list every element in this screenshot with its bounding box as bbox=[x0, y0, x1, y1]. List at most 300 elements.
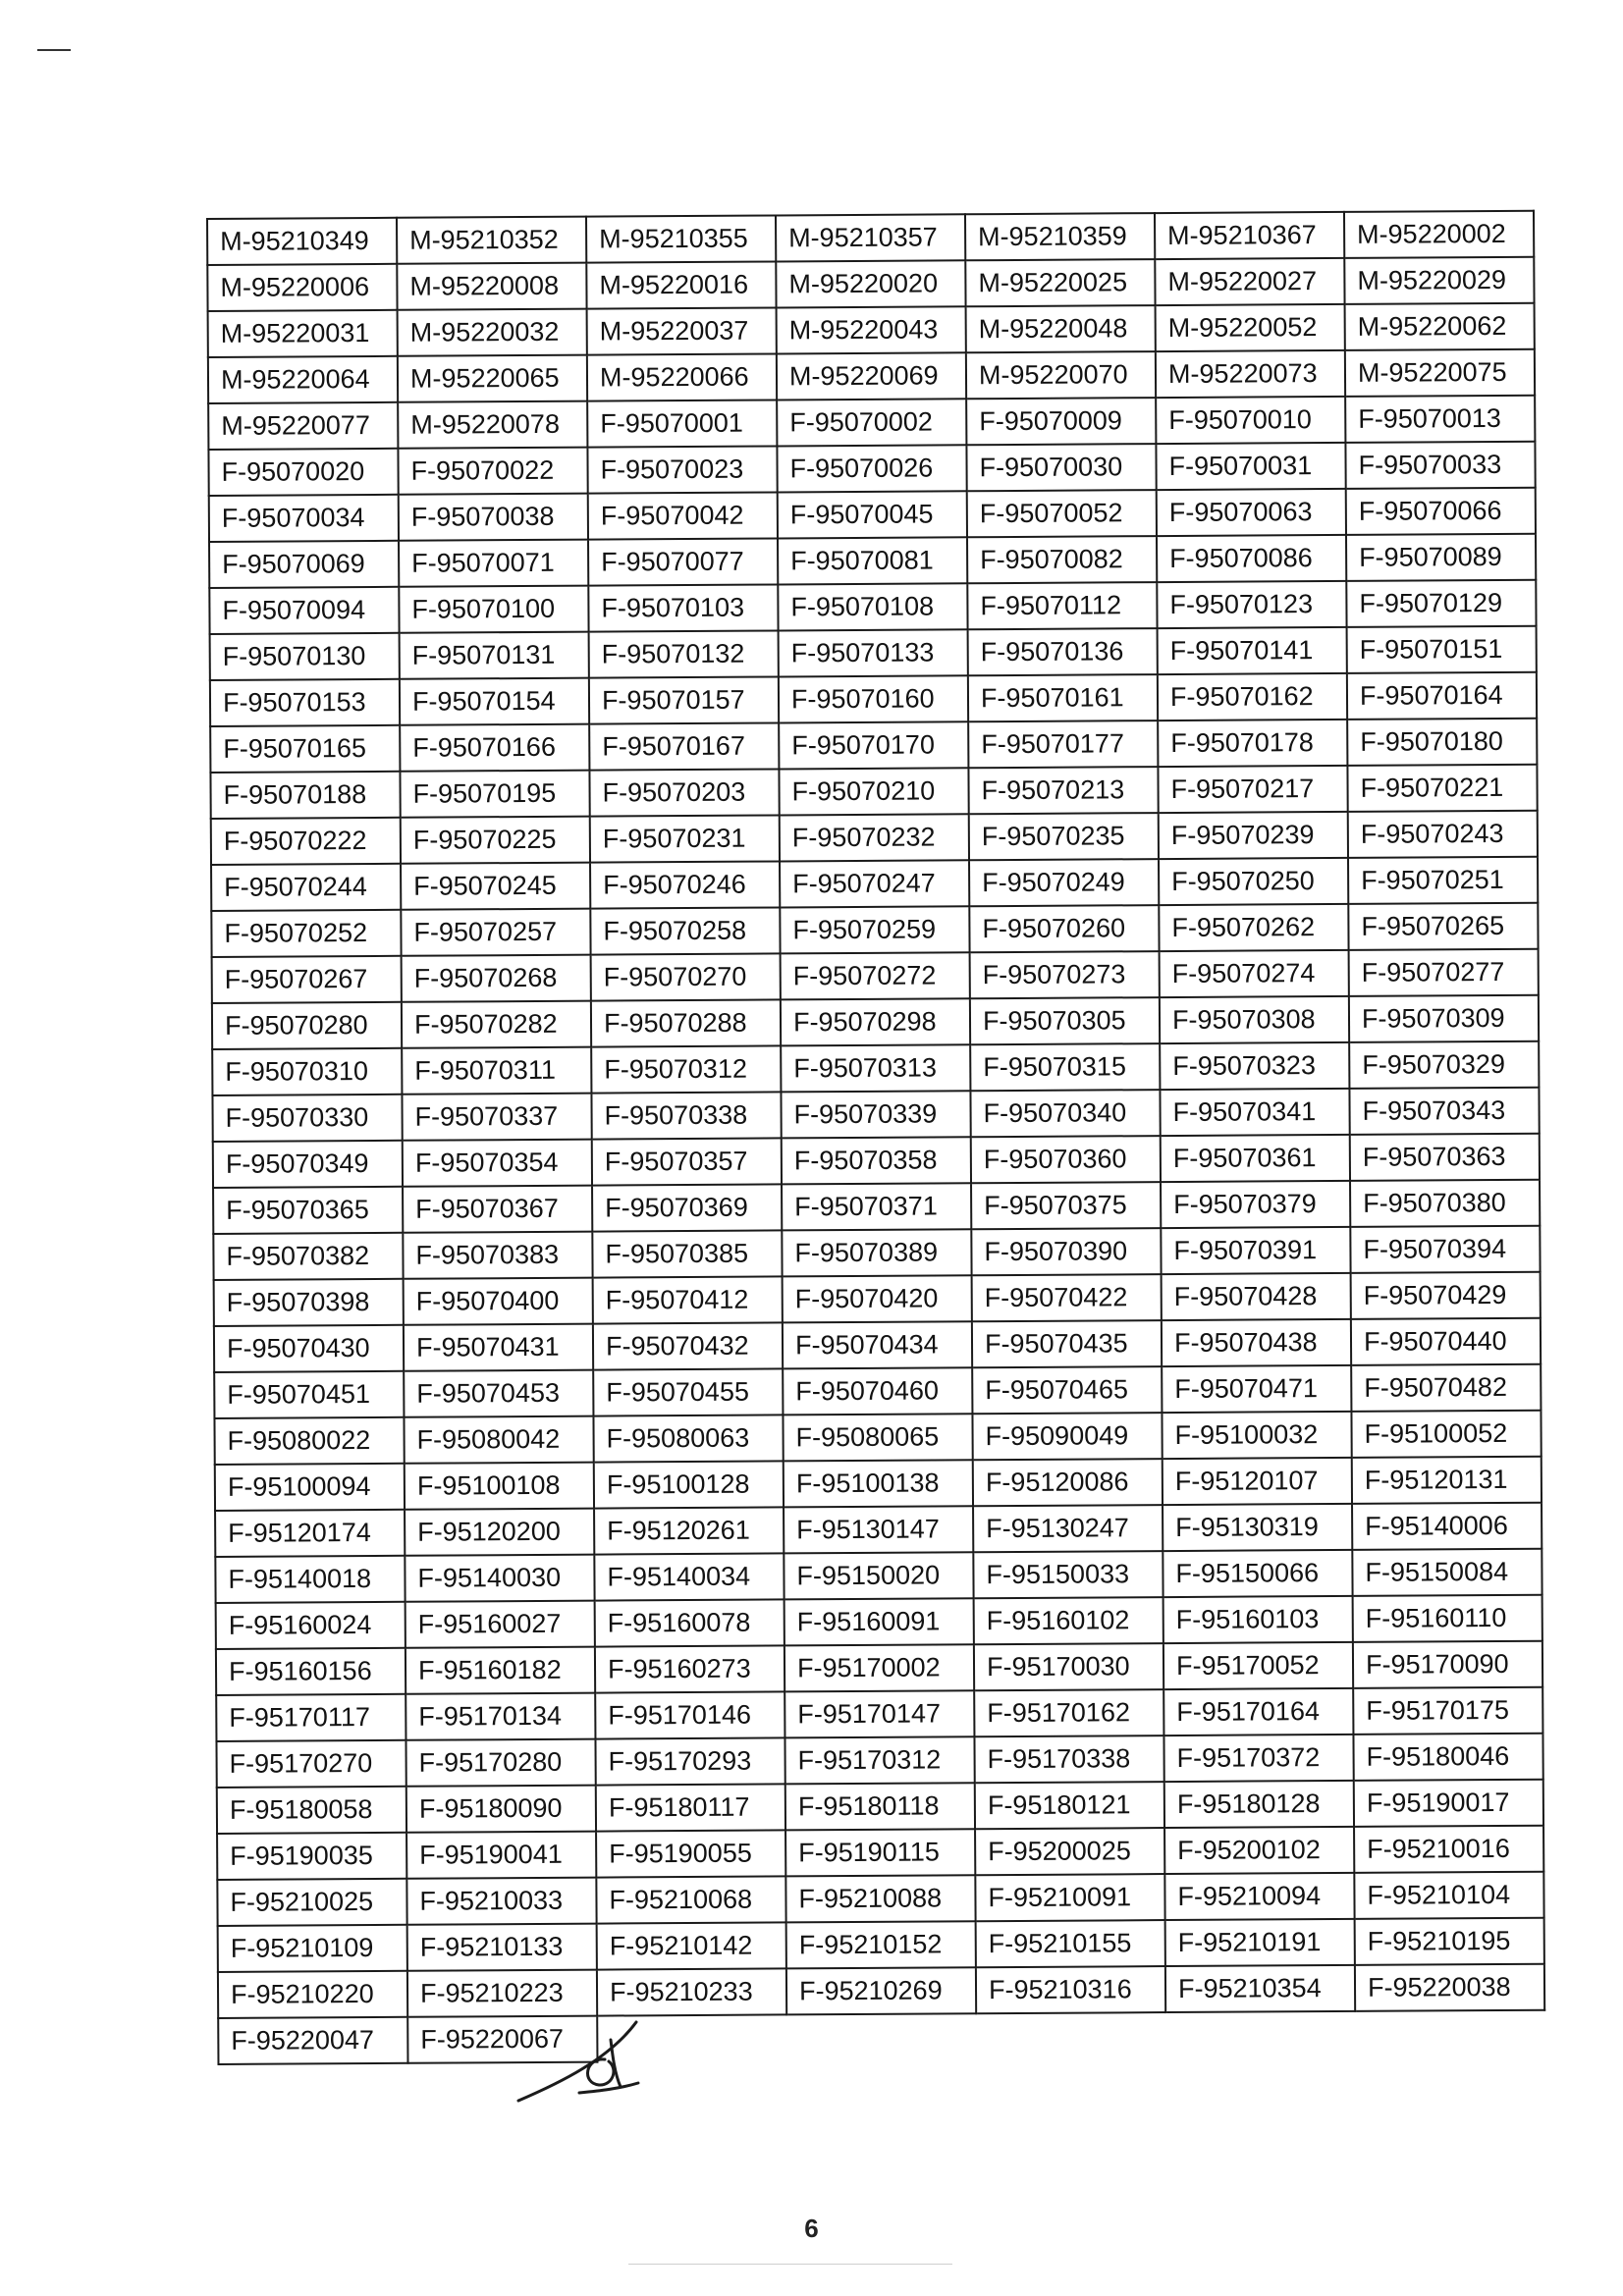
roll-number-cell: F-95070020 bbox=[208, 449, 398, 496]
roll-number-cell: F-95070082 bbox=[967, 536, 1157, 583]
roll-number-cell: F-95160110 bbox=[1353, 1595, 1542, 1642]
roll-number-cell: M-95220062 bbox=[1345, 303, 1535, 350]
roll-number-cell: F-95070164 bbox=[1347, 672, 1537, 720]
roll-number-cell: F-95180121 bbox=[975, 1782, 1164, 1829]
roll-number-cell: M-95220070 bbox=[966, 351, 1156, 399]
empty-cell bbox=[1165, 2011, 1355, 2058]
roll-number-cell: F-95070112 bbox=[967, 582, 1157, 629]
roll-number-cell: F-95070400 bbox=[404, 1278, 593, 1325]
roll-number-cell: F-95070329 bbox=[1349, 1041, 1539, 1089]
table-row bbox=[215, 1457, 1542, 1511]
roll-number-cell: F-95070430 bbox=[214, 1325, 404, 1372]
roll-number-cell: M-95220078 bbox=[398, 401, 587, 449]
roll-number-cell: F-95070249 bbox=[969, 859, 1159, 906]
roll-number-cell: M-95220031 bbox=[208, 310, 398, 357]
roll-number-cell: F-95180117 bbox=[596, 1784, 785, 1831]
roll-number-cell: F-95070257 bbox=[401, 909, 590, 956]
roll-number-cell: F-95070365 bbox=[213, 1187, 403, 1234]
roll-number-cell: F-95210195 bbox=[1355, 1918, 1544, 1965]
roll-number-cell: F-95070277 bbox=[1349, 949, 1539, 996]
roll-number-cell: M-95210352 bbox=[397, 217, 586, 264]
roll-number-cell: F-95210316 bbox=[976, 1966, 1165, 2013]
roll-number-cell: M-95220077 bbox=[208, 402, 398, 450]
roll-number-cell: F-95170030 bbox=[974, 1643, 1163, 1690]
roll-number-cell: M-95220032 bbox=[398, 309, 587, 356]
roll-number-cell: F-95070358 bbox=[782, 1137, 971, 1184]
roll-number-cell: F-95070231 bbox=[590, 815, 780, 862]
roll-number-cell: F-95170293 bbox=[595, 1737, 784, 1785]
roll-number-cell: F-95190115 bbox=[785, 1829, 975, 1876]
table-row bbox=[211, 903, 1538, 957]
roll-number-cell: F-95070431 bbox=[404, 1324, 593, 1371]
roll-number-cell: F-95070221 bbox=[1347, 765, 1537, 812]
footer-rule bbox=[628, 2264, 952, 2265]
table-row bbox=[208, 396, 1535, 450]
roll-number-cell: F-95080042 bbox=[404, 1416, 593, 1464]
roll-number-cell: F-95070052 bbox=[967, 490, 1157, 537]
roll-number-cell: F-95070282 bbox=[402, 1001, 591, 1048]
roll-number-cell: F-95210354 bbox=[1165, 1965, 1355, 2012]
roll-number-cell: F-95070154 bbox=[400, 678, 589, 725]
roll-number-cell: F-95070243 bbox=[1348, 811, 1538, 858]
roll-number-cell: F-95160102 bbox=[974, 1597, 1163, 1644]
table-row bbox=[210, 672, 1537, 726]
roll-number-cell: F-95070077 bbox=[588, 538, 778, 585]
roll-number-cell: F-95160103 bbox=[1163, 1596, 1353, 1643]
roll-number-cell: F-95070153 bbox=[210, 679, 400, 726]
table-row bbox=[216, 1641, 1542, 1695]
roll-number-cell: F-95070178 bbox=[1158, 720, 1347, 767]
roll-number-cell: F-95170280 bbox=[406, 1739, 595, 1787]
roll-number-cell: F-95070337 bbox=[402, 1094, 591, 1141]
roll-number-cell: F-95210269 bbox=[786, 1967, 976, 2014]
roll-number-cell: F-95070422 bbox=[972, 1274, 1162, 1321]
roll-number-cell: F-95070066 bbox=[1346, 488, 1536, 535]
roll-number-cell: M-95220008 bbox=[397, 263, 586, 310]
roll-number-cell: F-95210033 bbox=[406, 1878, 596, 1925]
roll-number-cell: F-95140034 bbox=[594, 1553, 784, 1600]
roll-number-cell: F-95070308 bbox=[1160, 996, 1349, 1043]
roll-number-cell: F-95070354 bbox=[403, 1140, 592, 1187]
roll-number-cell: F-95100128 bbox=[594, 1461, 784, 1508]
roll-number-cell: M-95220069 bbox=[777, 352, 966, 400]
roll-number-cell: F-95070086 bbox=[1157, 535, 1346, 582]
roll-number-cell: F-95070412 bbox=[593, 1276, 783, 1323]
roll-number-cell: F-95160182 bbox=[406, 1647, 595, 1694]
roll-number-cell: M-95210349 bbox=[207, 218, 397, 265]
roll-number-cell: F-95070259 bbox=[780, 906, 969, 953]
roll-number-cell: F-95210068 bbox=[596, 1876, 785, 1923]
roll-number-cell: F-95170002 bbox=[784, 1644, 974, 1691]
roll-number-cell: F-95070167 bbox=[589, 722, 779, 770]
roll-number-cell: F-95210233 bbox=[597, 1968, 786, 2015]
roll-number-cell: F-95070071 bbox=[399, 540, 588, 587]
roll-number-cell: F-95210109 bbox=[218, 1925, 407, 1972]
page-number: 6 bbox=[804, 2214, 819, 2243]
roll-number-cell: F-95070252 bbox=[211, 910, 401, 957]
roll-number-cell: F-95160078 bbox=[595, 1599, 784, 1646]
roll-number-cell: F-95190035 bbox=[217, 1833, 406, 1880]
table-row bbox=[209, 534, 1536, 588]
empty-cell bbox=[1355, 2010, 1544, 2057]
roll-number-cell: M-95220052 bbox=[1156, 304, 1345, 351]
roll-number-cell: F-95080063 bbox=[593, 1415, 783, 1462]
table-row bbox=[208, 442, 1535, 496]
roll-number-cell: F-95070429 bbox=[1351, 1272, 1541, 1319]
roll-number-cell: F-95070232 bbox=[780, 814, 969, 861]
roll-number-cell: F-95070081 bbox=[778, 537, 967, 584]
roll-number-cell: F-95070157 bbox=[589, 676, 779, 723]
roll-number-cell: F-95070455 bbox=[593, 1368, 783, 1415]
roll-number-cell: F-95130319 bbox=[1163, 1504, 1352, 1551]
roll-number-cell: F-95070141 bbox=[1158, 627, 1347, 674]
table-row bbox=[216, 1734, 1542, 1788]
roll-number-cell: F-95210142 bbox=[597, 1922, 786, 1969]
roll-number-cell: F-95160156 bbox=[216, 1648, 406, 1695]
roll-number-cell: F-95070177 bbox=[968, 721, 1158, 768]
roll-number-cell: F-95080022 bbox=[214, 1417, 404, 1465]
roll-number-cell: F-95070151 bbox=[1347, 626, 1537, 673]
roll-number-cell: F-95170164 bbox=[1163, 1688, 1353, 1735]
roll-number-cell: F-95070311 bbox=[402, 1047, 591, 1095]
roll-number-cell: F-95190017 bbox=[1354, 1780, 1543, 1827]
roll-number-cell: F-95160027 bbox=[406, 1601, 595, 1648]
roll-number-cell: F-95070453 bbox=[404, 1370, 593, 1417]
roll-number-cell: F-95170090 bbox=[1353, 1641, 1542, 1688]
roll-number-cell: F-95160024 bbox=[216, 1602, 406, 1649]
roll-number-cell: F-95070210 bbox=[779, 768, 968, 815]
roll-number-cell: F-95170312 bbox=[784, 1736, 974, 1784]
roll-number-cell: F-95070166 bbox=[400, 724, 589, 772]
roll-number-cell: F-95120200 bbox=[405, 1509, 594, 1556]
roll-number-cell: M-95210367 bbox=[1155, 212, 1344, 259]
roll-number-cell: F-95070131 bbox=[400, 632, 589, 679]
roll-number-cell: F-95180058 bbox=[217, 1787, 406, 1834]
roll-number-cell: F-95070274 bbox=[1160, 950, 1349, 997]
roll-number-cell: F-95070165 bbox=[210, 725, 400, 773]
roll-number-cell: F-95070132 bbox=[589, 630, 779, 677]
roll-number-cell: F-95070272 bbox=[781, 952, 970, 999]
roll-number-cell: F-95190055 bbox=[596, 1830, 785, 1877]
roll-number-cell: F-95070298 bbox=[781, 998, 970, 1045]
roll-number-cell: F-95070309 bbox=[1349, 995, 1539, 1042]
roll-number-cell: F-95070103 bbox=[588, 584, 778, 631]
table-row bbox=[213, 1134, 1540, 1188]
roll-number-cell: M-95220025 bbox=[965, 259, 1155, 306]
roll-number-cell: F-95070217 bbox=[1158, 766, 1347, 813]
table-row bbox=[208, 303, 1535, 357]
roll-number-cell: F-95070288 bbox=[591, 999, 781, 1046]
roll-number-cell: M-95220037 bbox=[587, 307, 777, 354]
table-row bbox=[212, 949, 1539, 1003]
roll-number-cell: M-95220016 bbox=[586, 261, 776, 308]
roll-number-cell: F-95070465 bbox=[972, 1366, 1162, 1414]
roll-number-cell: F-95170372 bbox=[1163, 1735, 1353, 1782]
table-row bbox=[209, 580, 1536, 634]
roll-number-cell: F-95100032 bbox=[1162, 1412, 1351, 1459]
roll-number-cell: F-95070357 bbox=[592, 1138, 782, 1185]
roll-number-cell: M-95220075 bbox=[1345, 349, 1535, 397]
roll-number-cell: F-95170146 bbox=[595, 1691, 784, 1738]
roll-number-cell: F-95070246 bbox=[590, 861, 780, 908]
table-row bbox=[208, 349, 1535, 403]
table-row bbox=[214, 1272, 1541, 1326]
roll-number-cell: F-95070136 bbox=[968, 628, 1158, 675]
roll-number-cell: F-95070001 bbox=[587, 400, 777, 447]
roll-number-cell: F-95210091 bbox=[975, 1874, 1164, 1921]
table-row bbox=[211, 857, 1538, 911]
roll-number-cell: F-95070133 bbox=[779, 629, 968, 676]
roll-number-cell: F-95070438 bbox=[1162, 1319, 1351, 1366]
roll-number-cell: F-95070038 bbox=[399, 494, 588, 541]
roll-number-table-body bbox=[207, 211, 1544, 2064]
table-row bbox=[217, 1780, 1543, 1834]
roll-number-cell: M-95220064 bbox=[208, 356, 398, 403]
table-row bbox=[217, 1826, 1543, 1880]
roll-number-cell: F-95070069 bbox=[209, 541, 399, 588]
roll-number-cell: F-95070129 bbox=[1346, 580, 1536, 627]
roll-number-cell: F-95070451 bbox=[214, 1371, 404, 1418]
roll-number-cell: F-95070033 bbox=[1345, 442, 1535, 489]
roll-number-cell: F-95070280 bbox=[212, 1002, 402, 1049]
roll-number-cell: F-95140018 bbox=[215, 1556, 405, 1603]
roll-number-cell: F-95170162 bbox=[974, 1689, 1163, 1736]
roll-number-cell: F-95070349 bbox=[213, 1141, 403, 1188]
roll-number-cell: F-95070235 bbox=[969, 813, 1159, 860]
roll-number-cell: F-95070432 bbox=[593, 1322, 783, 1369]
roll-number-cell: F-95070260 bbox=[969, 905, 1159, 952]
table-row bbox=[218, 2010, 1544, 2064]
roll-number-cell: F-95070435 bbox=[972, 1320, 1162, 1367]
roll-number-cell: M-95220043 bbox=[777, 306, 966, 353]
roll-number-cell: F-95220067 bbox=[407, 2016, 597, 2063]
roll-number-cell: F-95170134 bbox=[406, 1693, 595, 1740]
roll-number-cell: F-95070313 bbox=[781, 1044, 970, 1092]
roll-number-cell: F-95070188 bbox=[210, 772, 400, 819]
roll-number-cell: M-95220065 bbox=[398, 355, 587, 402]
roll-number-cell: F-95130247 bbox=[973, 1505, 1163, 1552]
roll-number-cell: F-95210223 bbox=[407, 1970, 597, 2017]
table-row bbox=[212, 1088, 1539, 1142]
roll-number-cell: F-95070385 bbox=[592, 1230, 782, 1277]
table-row bbox=[209, 488, 1536, 542]
table-row bbox=[216, 1595, 1542, 1649]
table-row bbox=[214, 1318, 1541, 1372]
roll-number-cell: F-95070195 bbox=[400, 771, 589, 818]
roll-number-cell: F-95070251 bbox=[1348, 857, 1538, 904]
roll-number-cell: F-95070379 bbox=[1161, 1181, 1350, 1228]
table-row bbox=[212, 995, 1539, 1049]
roll-number-cell: F-95170147 bbox=[784, 1690, 974, 1737]
table-row bbox=[207, 257, 1534, 311]
roll-number-cell: F-95170175 bbox=[1353, 1687, 1542, 1735]
empty-cell bbox=[786, 2013, 976, 2060]
roll-number-cell: F-95120131 bbox=[1352, 1457, 1542, 1504]
table-row bbox=[213, 1180, 1540, 1234]
roll-number-cell: F-95070002 bbox=[777, 399, 966, 446]
roll-number-cell: F-95070267 bbox=[212, 956, 402, 1003]
roll-number-cell: F-95070305 bbox=[970, 997, 1160, 1044]
roll-number-cell: F-95140030 bbox=[405, 1555, 594, 1602]
roll-number-cell: M-95220066 bbox=[587, 353, 777, 400]
roll-number-cell: M-95210359 bbox=[965, 213, 1155, 260]
empty-cell bbox=[976, 2012, 1165, 2059]
table-row bbox=[211, 811, 1538, 865]
table-row bbox=[218, 1918, 1544, 1972]
roll-number-cell: F-95070371 bbox=[782, 1183, 971, 1230]
roll-number-cell: F-95120174 bbox=[215, 1510, 405, 1557]
roll-number-cell: F-95070270 bbox=[591, 953, 781, 1000]
roll-number-cell: F-95070273 bbox=[970, 951, 1160, 998]
roll-number-cell: F-95070375 bbox=[971, 1182, 1161, 1229]
roll-number-cell: F-95120086 bbox=[973, 1459, 1163, 1506]
roll-number-cell: F-95210088 bbox=[785, 1875, 975, 1922]
roll-number-cell: F-95070340 bbox=[970, 1090, 1160, 1137]
roll-number-cell: F-95070162 bbox=[1158, 673, 1347, 721]
roll-number-cell: F-95070383 bbox=[403, 1232, 592, 1279]
roll-number-cell: M-95210355 bbox=[586, 215, 776, 262]
table-row bbox=[210, 626, 1537, 680]
table-row bbox=[217, 1872, 1543, 1926]
roll-number-cell: F-95070380 bbox=[1350, 1180, 1540, 1227]
roll-number-cell: F-95070010 bbox=[1156, 397, 1345, 444]
roll-number-cell: F-95210025 bbox=[217, 1879, 406, 1926]
roll-number-cell: F-95070222 bbox=[211, 818, 401, 865]
roll-number-cell: F-95070100 bbox=[399, 586, 588, 633]
roll-number-cell: F-95210155 bbox=[976, 1920, 1165, 1967]
roll-number-cell: F-95100138 bbox=[784, 1460, 973, 1507]
roll-number-cell: F-95170117 bbox=[216, 1694, 406, 1741]
roll-number-cell: F-95070310 bbox=[212, 1048, 402, 1095]
roll-number-cell: F-95160091 bbox=[784, 1598, 974, 1645]
roll-number-cell: F-95120261 bbox=[594, 1507, 784, 1554]
roll-number-cell: F-95070428 bbox=[1162, 1273, 1351, 1320]
roll-number-cell: F-95070045 bbox=[778, 491, 967, 538]
roll-number-cell: M-95220006 bbox=[207, 264, 397, 311]
roll-number-cell: F-95070394 bbox=[1350, 1226, 1540, 1273]
roll-number-cell: M-95220020 bbox=[776, 260, 965, 307]
roll-number-cell: F-95070363 bbox=[1350, 1134, 1540, 1181]
roll-number-cell: F-95070265 bbox=[1348, 903, 1538, 950]
roll-number-cell: F-95070389 bbox=[782, 1229, 971, 1276]
table-row bbox=[212, 1041, 1539, 1095]
roll-number-cell: F-95120107 bbox=[1163, 1458, 1352, 1505]
table-row bbox=[210, 719, 1537, 773]
roll-number-cell: F-95070258 bbox=[590, 907, 780, 954]
roll-number-cell: F-95070089 bbox=[1346, 534, 1536, 581]
roll-number-cell: F-95070268 bbox=[402, 955, 591, 1002]
roll-number-cell: F-95070460 bbox=[783, 1367, 972, 1415]
roll-number-cell: F-95070170 bbox=[779, 721, 968, 769]
roll-number-cell: F-95130147 bbox=[784, 1506, 973, 1553]
table-row bbox=[215, 1503, 1542, 1557]
roll-number-cell: F-95070482 bbox=[1351, 1364, 1541, 1412]
roll-number-cell: F-95070239 bbox=[1159, 812, 1348, 859]
roll-number-cell: F-95070339 bbox=[781, 1091, 970, 1138]
roll-number-cell: F-95070023 bbox=[587, 446, 777, 493]
roll-number-cell: F-95080065 bbox=[783, 1414, 972, 1461]
roll-number-cell: F-95180090 bbox=[406, 1786, 596, 1833]
roll-number-cell: F-95070031 bbox=[1156, 443, 1345, 490]
roll-number-cell: F-95070108 bbox=[778, 583, 967, 630]
roll-number-cell: F-95200102 bbox=[1164, 1827, 1354, 1874]
roll-number-cell: M-95220027 bbox=[1155, 258, 1344, 305]
roll-number-cell: F-95070361 bbox=[1161, 1135, 1350, 1182]
roll-number-cell: F-95070042 bbox=[588, 492, 778, 539]
roll-number-cell: F-95210133 bbox=[407, 1924, 597, 1971]
table-row bbox=[213, 1226, 1540, 1280]
roll-number-cell: F-95070434 bbox=[783, 1321, 972, 1368]
roll-number-cell: F-95210094 bbox=[1164, 1873, 1354, 1920]
roll-number-cell: F-95200025 bbox=[975, 1828, 1164, 1875]
roll-number-cell: F-95150020 bbox=[784, 1552, 973, 1599]
roll-number-cell: F-95070030 bbox=[966, 444, 1156, 491]
roll-number-cell: F-95070180 bbox=[1347, 719, 1537, 766]
roll-number-cell: F-95070250 bbox=[1159, 858, 1348, 905]
table-row bbox=[218, 1964, 1544, 2018]
roll-number-cell: F-95070312 bbox=[591, 1045, 781, 1093]
roll-number-cell: F-95100052 bbox=[1351, 1411, 1541, 1458]
roll-number-cell: M-95220048 bbox=[966, 305, 1156, 352]
roll-number-cell: F-95070369 bbox=[592, 1184, 782, 1231]
roll-number-cell: F-95150084 bbox=[1352, 1549, 1542, 1596]
roll-number-cell: F-95220047 bbox=[218, 2017, 407, 2064]
table-row bbox=[216, 1687, 1542, 1741]
roll-number-cell: F-95070244 bbox=[211, 864, 401, 911]
roll-number-cell: F-95070440 bbox=[1351, 1318, 1541, 1365]
roll-number-cell: F-95070471 bbox=[1162, 1365, 1351, 1413]
roll-number-cell: M-95220073 bbox=[1156, 350, 1345, 398]
roll-number-cell: F-95100108 bbox=[405, 1463, 594, 1510]
table-row bbox=[215, 1549, 1542, 1603]
roll-number-cell: F-95170052 bbox=[1163, 1642, 1353, 1689]
roll-number-cell: F-95070338 bbox=[591, 1092, 781, 1139]
table-row bbox=[214, 1411, 1541, 1465]
roll-number-cell: F-95100094 bbox=[215, 1464, 405, 1511]
roll-number-cell: F-95180118 bbox=[785, 1783, 975, 1830]
roll-number-cell: F-95070130 bbox=[210, 633, 400, 680]
roll-number-cell: F-95070343 bbox=[1349, 1088, 1539, 1135]
roll-number-cell: F-95070161 bbox=[968, 674, 1158, 721]
roll-number-cell: F-95070034 bbox=[209, 495, 399, 542]
roll-number-cell: F-95070360 bbox=[971, 1136, 1161, 1183]
roll-number-cell: F-95070203 bbox=[589, 769, 779, 816]
roll-number-cell: F-95180046 bbox=[1353, 1734, 1542, 1781]
roll-number-cell: F-95180128 bbox=[1164, 1781, 1354, 1828]
table-row bbox=[214, 1364, 1541, 1418]
roll-number-cell: F-95070367 bbox=[403, 1186, 592, 1233]
roll-number-cell: F-95070245 bbox=[401, 863, 590, 910]
roll-number-cell: F-95210104 bbox=[1354, 1872, 1543, 1919]
roll-number-cell: F-95070123 bbox=[1157, 581, 1346, 628]
roll-number-cell: F-95210152 bbox=[786, 1921, 976, 1968]
roll-number-cell: M-95210357 bbox=[776, 214, 965, 261]
roll-number-cell: F-95070213 bbox=[968, 767, 1158, 814]
roll-number-cell: M-95220002 bbox=[1344, 211, 1534, 258]
roll-number-cell: F-95210220 bbox=[218, 1971, 407, 2018]
roll-number-cell: F-95150033 bbox=[973, 1551, 1163, 1598]
roll-number-cell: F-95210016 bbox=[1354, 1826, 1543, 1873]
roll-number-cell: F-95070390 bbox=[971, 1228, 1161, 1275]
roll-number-cell: F-95090049 bbox=[972, 1413, 1162, 1460]
roll-number-cell: F-95210191 bbox=[1165, 1919, 1355, 1966]
scan-corner-mark bbox=[37, 49, 71, 51]
roll-number-cell: F-95070225 bbox=[401, 817, 590, 864]
roll-number-cell: F-95070341 bbox=[1160, 1089, 1349, 1136]
roll-number-cell: F-95070013 bbox=[1345, 396, 1535, 443]
signature-mark bbox=[511, 2012, 658, 2120]
roll-number-cell: F-95150066 bbox=[1163, 1550, 1352, 1597]
